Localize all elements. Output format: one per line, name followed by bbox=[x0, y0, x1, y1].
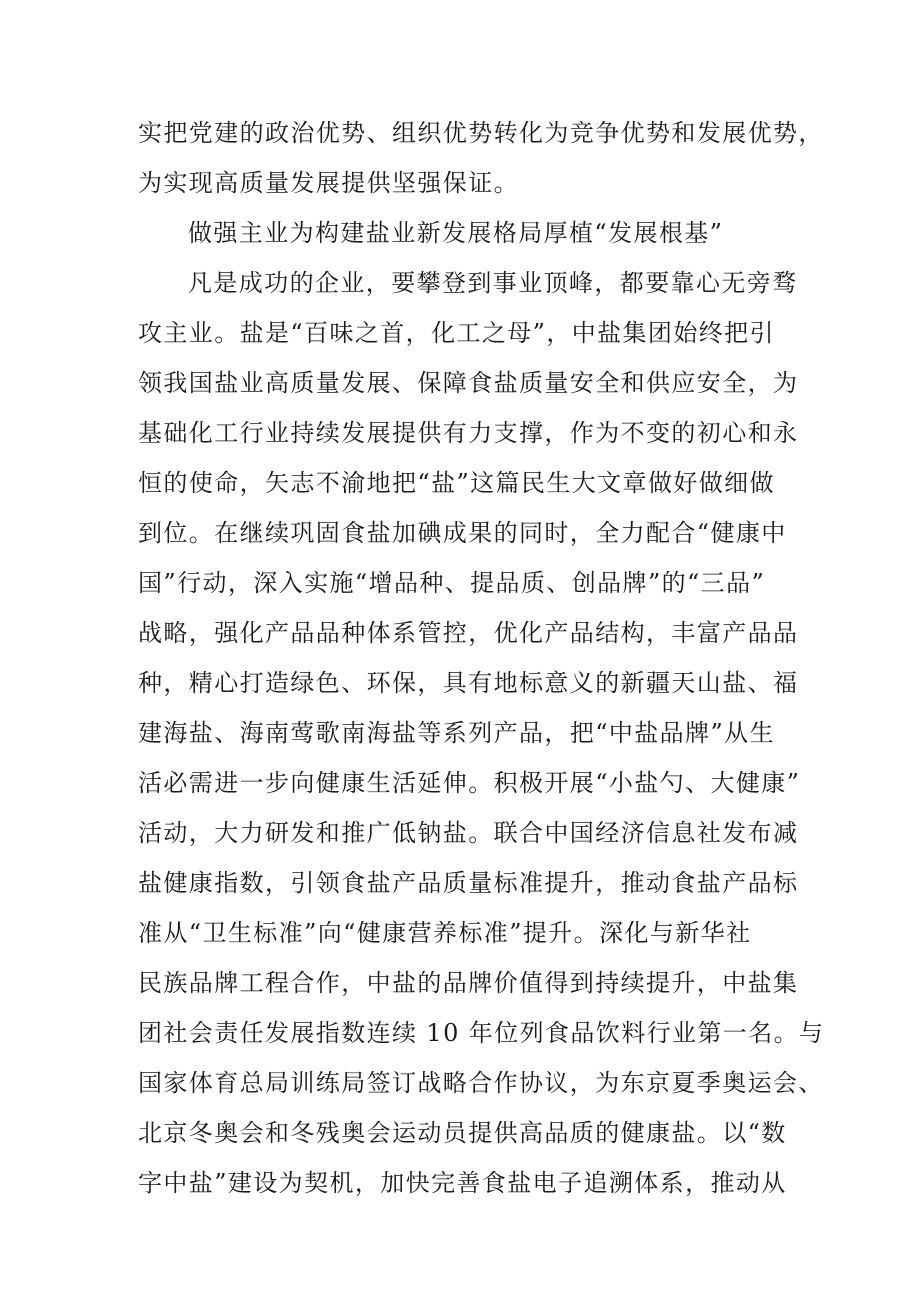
text-line: 为实现高质量发展提供坚强保证。 bbox=[138, 169, 519, 197]
text-line: 字中盐”建设为契机，加快完善食盐电子追溯体系，推动从 bbox=[138, 1169, 787, 1197]
text-line: 攻主业。盐是“百味之首，化工之母”，中盐集团始终把引 bbox=[138, 319, 775, 347]
text-line: 准从“卫生标准”向“健康营养标准”提升。深化与新华社 bbox=[138, 919, 752, 947]
text-line: 领我国盐业高质量发展、保障食盐质量安全和供应安全，为 bbox=[138, 369, 799, 397]
section-heading bbox=[138, 208, 788, 258]
text-line: 建海盐、海南莺歌南海盐等系列产品，把“中盐品牌”从生 bbox=[138, 719, 775, 747]
text-line: 凡是成功的企业，要攀登到事业顶峰，都要靠心无旁骛 bbox=[188, 269, 798, 297]
text-line: 盐健康指数，引领食盐产品质量标准提升，推动食盐产品标 bbox=[138, 869, 799, 897]
text-line: 恒的使命，矢志不渝地把“盐”这篇民生大文章做好做细做 bbox=[138, 469, 775, 497]
text-line: 到位。在继续巩固食盐加碘成果的同时，全力配合“健康中 bbox=[138, 519, 787, 547]
document-body bbox=[138, 108, 825, 1208]
text-line: 北京冬奥会和冬残奥会运动员提供高品质的健康盐。以“数 bbox=[138, 1119, 787, 1147]
text-line: 实把党建的政治优势、组织优势转化为竞争优势和发展优势， bbox=[138, 119, 824, 147]
text-line: 种，精心打造绿色、环保，具有地标意义的新疆天山盐、福 bbox=[138, 669, 799, 697]
text-line: 活必需进一步向健康生活延伸。积极开展“小盐勺、大健康” bbox=[138, 769, 801, 797]
text-line: 团社会责任发展指数连续 10 年位列食品饮料行业第一名。与 bbox=[138, 1019, 825, 1047]
text-line: 活动，大力研发和推广低钠盐。联合中国经济信息社发布减 bbox=[138, 819, 799, 847]
text-line: 国家体育总局训练局签订战略合作协议，为东京夏季奥运会、 bbox=[138, 1069, 824, 1097]
section-heading-text: 做强主业为构建盐业新发展格局厚植“发展根基” bbox=[188, 219, 724, 247]
paragraph bbox=[138, 258, 825, 1208]
text-line: 民族品牌工程合作，中盐的品牌价值得到持续提升，中盐集 bbox=[138, 969, 799, 997]
paragraph-continuation bbox=[138, 108, 824, 208]
text-line: 国”行动，深入实施“增品种、提品质、创品牌”的“三品” bbox=[138, 569, 766, 597]
text-line: 基础化工行业持续发展提供有力支撑，作为不变的初心和永 bbox=[138, 419, 799, 447]
text-line: 战略，强化产品品种体系管控，优化产品结构，丰富产品品 bbox=[138, 619, 799, 647]
